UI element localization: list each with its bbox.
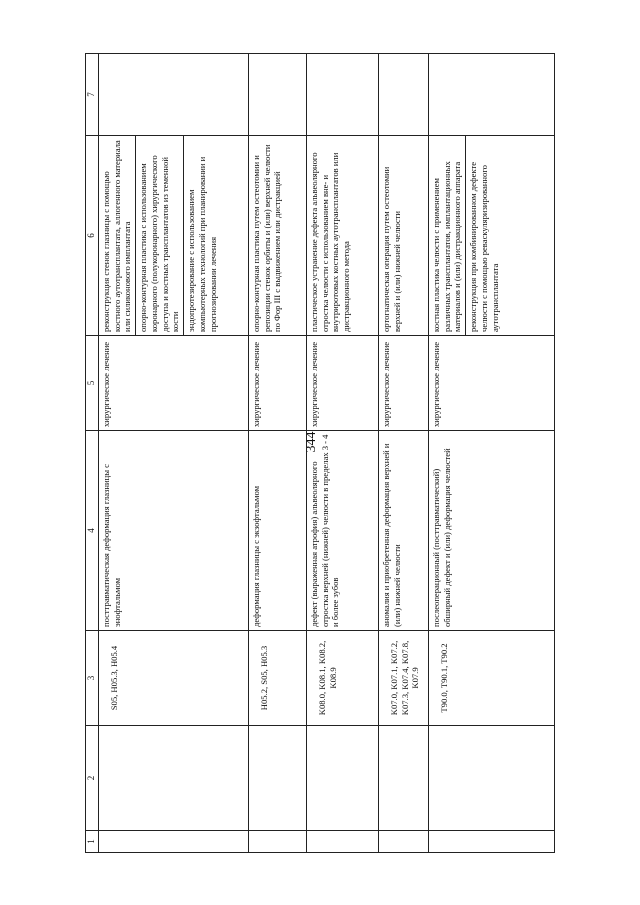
patient-model: послеоперационный (посттравматический) обширный дефект и (или) деформация челюстей xyxy=(429,430,555,630)
patient-model: аномалия и приобретенная деформация верхней и (или) нижней челюсти xyxy=(379,430,429,630)
cell-col7 xyxy=(99,53,249,135)
col-header-2: 2 xyxy=(86,725,99,830)
cell-col2 xyxy=(99,725,249,830)
treatment-methods xyxy=(307,135,379,335)
table-row xyxy=(99,53,249,852)
icd-codes: K08.0, K08.1, K08.2, K08.9 xyxy=(307,630,379,725)
cell-col2 xyxy=(307,725,379,830)
treatment-type: хирургическое лечение xyxy=(379,335,429,430)
cell-col7 xyxy=(379,53,429,135)
treatment-methods xyxy=(99,135,249,335)
treatment-methods xyxy=(249,135,307,335)
col-header-4: 4 xyxy=(86,430,99,630)
method-text: костная пластика челюсти с применением различных трансплантатов, имплантационных материалов и (или) дистракционного аппарата xyxy=(431,160,463,332)
patient-model: посттравматическая деформация глазницы с энофтальмом xyxy=(99,430,249,630)
treatment-methods xyxy=(379,135,429,335)
icd-codes: H05.2, S05, H05.3 xyxy=(249,630,307,725)
cell-col7 xyxy=(429,53,555,135)
treatment-type: хирургическое лечение xyxy=(429,335,555,430)
method-text: опорно-контурная пластика путем остеотомии и репозиции стенок орбиты и (или) верхней челюсти по Фор III с выдвижением или дистракцией xyxy=(251,144,283,332)
method-text: опорно-контурная пластика с использованием коронарного (полукоронарного) хирургического доступа и костных трансплантатов из теменной кости xyxy=(135,136,181,335)
method-text: пластическое устранение дефекта альвеолярного отростка челюсти с использованием вне- и внутриротовых костных аутотрансплантатов или дистракционного метода xyxy=(309,152,352,332)
rotated-table-container xyxy=(85,53,555,853)
cell-col1 xyxy=(379,830,429,852)
col-header-1: 1 xyxy=(86,830,99,852)
col-header-7: 7 xyxy=(86,53,99,135)
cell-col7 xyxy=(307,53,379,135)
col-header-6: 6 xyxy=(86,135,99,335)
icd-codes: S05, H05.3, H05.4 xyxy=(99,630,249,725)
patient-model: деформация глазницы с экзофтальмом xyxy=(249,430,307,630)
treatment-type: хирургическое лечение xyxy=(307,335,379,430)
cell-col2 xyxy=(429,725,555,830)
medical-table xyxy=(85,53,555,853)
cell-col1 xyxy=(307,830,379,852)
cell-col2 xyxy=(379,725,429,830)
table-row xyxy=(249,53,307,852)
cell-col2 xyxy=(249,725,307,830)
page-number: 344 xyxy=(304,431,319,453)
treatment-type: хирургическое лечение xyxy=(249,335,307,430)
cell-col1 xyxy=(249,830,307,852)
cell-col1 xyxy=(429,830,555,852)
method-text: реконструкция стенок глазницы с помощью костного аутотрансплантата, аллогенного материала или силиконового имплантата xyxy=(101,139,133,332)
icd-codes: T90.0, T90.1, T90.2 xyxy=(429,630,555,725)
table-row xyxy=(379,53,429,852)
method-text: ортогнатическая операция путем остеотомии верхней и (или) нижней челюсти xyxy=(381,166,402,332)
icd-codes: K07.0, K07.1, K07.2, K07.3, K07.4, K07.8, K07.9 xyxy=(379,630,429,725)
col-header-3: 3 xyxy=(86,630,99,725)
table-row xyxy=(429,53,555,852)
treatment-type: хирургическое лечение xyxy=(99,335,249,430)
col-header-5: 5 xyxy=(86,335,99,430)
column-number-row xyxy=(86,53,99,852)
method-text: реконструкция при комбинированном дефекте челюсти с помощью реваскуляризированного аутотрансплантата xyxy=(465,136,500,335)
cell-col7 xyxy=(249,53,307,135)
patient-model: дефект (выраженная атрофия) альвеолярного отростка верхней (нижней) челюсти в пределах 3 - 4 и более зубов xyxy=(307,430,379,630)
cell-col1 xyxy=(99,830,249,852)
method-text: эндопротезирование с использованием компьютерных технологий при планировании и прогнозировании лечения xyxy=(183,136,218,335)
table-row xyxy=(307,53,379,852)
treatment-methods xyxy=(429,135,555,335)
